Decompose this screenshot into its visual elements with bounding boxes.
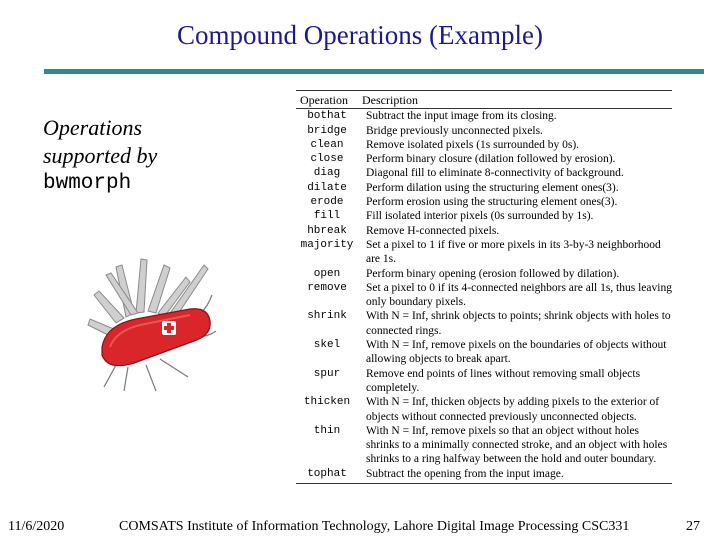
operation-description: Diagonal fill to eliminate 8-connectivity of background. [366,167,624,180]
operation-name: shrink [307,310,347,323]
operation-name: bothat [307,110,347,123]
footer-date: 11/6/2020 [8,519,65,534]
intro-line-1: Operations [43,115,142,140]
table-row [296,209,672,223]
table-row [296,124,672,138]
operation-name: diag [313,167,341,180]
table-row [296,367,672,396]
table-row [296,467,672,484]
operation-description: With N = Inf, remove pixels so that an object without holes shrinks to a minimally connected stroke, and an object with holes shrinks to a ring halfway between the hold and outer boundary. [366,424,668,466]
operation-description: Subtract the input image from its closing. [366,110,557,123]
operation-name: open [313,267,341,280]
operation-description: Subtract the opening from the input image. [362,467,672,484]
table-row [296,281,672,310]
operation-name: bridge [307,124,347,137]
header-description: Description [362,91,672,109]
intro-code: bwmorph [43,172,132,195]
operations-table [296,90,672,484]
operation-name: majority [300,238,354,251]
header-operation: Operation [296,91,362,109]
table-row [296,424,672,467]
operation-name: fill [313,210,341,223]
page-number: 27 [686,519,700,534]
title-divider [44,69,704,74]
operation-description: Remove H-connected pixels. [366,224,500,237]
operation-description: With N = Inf, remove pixels on the boundaries of objects without allowing objects to break apart. [366,339,667,366]
intro-text [43,114,157,198]
operation-name: erode [310,196,344,209]
table-row [296,267,672,281]
table-row [296,166,672,180]
table-row [296,181,672,195]
operation-description: With N = Inf, shrink objects to points; shrink objects with holes to connected rings. [366,310,671,337]
operation-description: Bridge previously unconnected pixels. [366,124,543,137]
intro-line-2: supported by [43,143,158,168]
operation-name: spur [313,367,341,380]
table-row [296,224,672,238]
footer-institute: COMSATS Institute of Information Technology, Lahore Digital Image Processing CSC331 [119,519,630,534]
operation-name: skel [313,339,341,352]
slide-title: Compound Operations (Example) [177,20,543,50]
swiss-army-knife-image [86,255,226,395]
table-row [296,152,672,166]
table-row [296,138,672,152]
operation-description: Set a pixel to 1 if five or more pixels in its 3-by-3 neighborhood are 1s. [366,238,661,266]
operation-name: clean [310,138,344,151]
table-row [296,395,672,424]
operation-description: Perform binary opening (erosion followed by dilation). [366,267,620,280]
table-row [296,309,672,338]
operation-description: Remove isolated pixels (1s surrounded by 0s). [366,138,580,151]
table-row [296,195,672,209]
table-row [296,238,672,267]
table-row [296,109,672,124]
operation-description: Set a pixel to 0 if its 4-connected neighbors are all 1s, thus leaving only boundary pixels. [366,281,672,309]
operation-name: tophat [296,467,362,484]
operation-description: With N = Inf, thicken objects by adding pixels to the exterior of objects without connected previously unconnected objects. [366,396,660,423]
operation-description: Perform erosion using the structuring element ones(3). [366,196,618,209]
table-row [296,338,672,367]
operation-description: Perform binary closure (dilation followed by erosion). [366,153,616,166]
operation-name: hbreak [307,224,347,237]
table-header-row [296,91,672,109]
operation-name: close [310,153,344,166]
operation-name: thin [313,424,341,437]
operation-name: dilate [307,181,347,194]
operation-name: thicken [303,396,351,409]
operation-description: Fill isolated interior pixels (0s surrounded by 1s). [366,210,594,223]
operation-description: Perform dilation using the structuring element ones(3). [366,181,619,194]
operation-name: remove [307,281,347,294]
operation-description: Remove end points of lines without removing small objects completely. [366,367,641,394]
